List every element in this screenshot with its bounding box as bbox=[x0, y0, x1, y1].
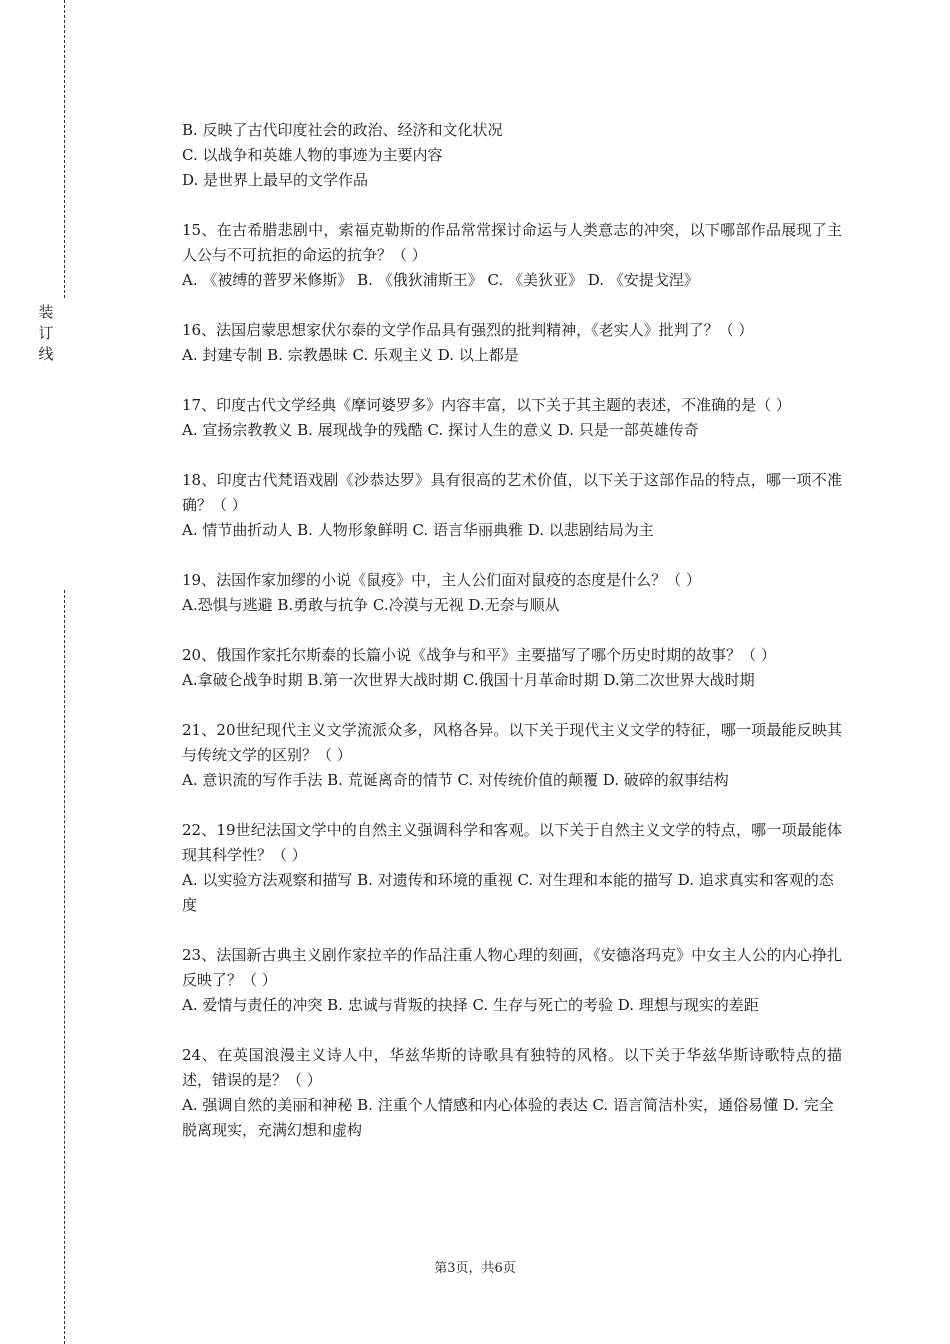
question-options: A. 强调自然的美丽和神秘 B. 注重个人情感和内心体验的表达 C. 语言简洁朴实，通俗易懂 D. 完全脱离现实，充满幻想和虚构 bbox=[182, 1096, 834, 1139]
question-stem: 23、法国新古典主义剧作家拉辛的作品注重人物心理的刻画，《安德洛玛克》中女主人公的内心挣扎反映了？（ ） bbox=[182, 946, 842, 989]
question-23 bbox=[182, 943, 842, 1018]
page-number: 第3页，共6页 bbox=[434, 1261, 516, 1276]
question-options: A. 《被缚的普罗米修斯》 B. 《俄狄浦斯王》 C. 《美狄亚》 D. 《安提戈涅》 bbox=[182, 271, 699, 289]
question-stem: 22、19世纪法国文学中的自然主义强调科学和客观。以下关于自然主义文学的特点，哪一项最能体现其科学性？（ ） bbox=[182, 821, 842, 864]
option-line: C. 以战争和英雄人物的事迹为主要内容 bbox=[182, 146, 443, 164]
question-stem: 18、印度古代梵语戏剧《沙恭达罗》具有很高的艺术价值，以下关于这部作品的特点，哪一项不准确？（ ） bbox=[182, 471, 842, 514]
question-stem: 21、20世纪现代主义文学流派众多，风格各异。以下关于现代主义文学的特征，哪一项最能反映其与传统文学的区别？（ ） bbox=[182, 721, 842, 764]
binding-char: 装 bbox=[38, 303, 54, 321]
binding-dashed-line-top bbox=[64, 0, 65, 298]
question-19 bbox=[182, 568, 842, 618]
question-22 bbox=[182, 818, 842, 918]
question-24 bbox=[182, 1043, 842, 1143]
question-options: A.拿破仑战争时期 B.第一次世界大战时期 C.俄国十月革命时期 D.第二次世界大战时期 bbox=[182, 671, 755, 689]
question-options: A. 爱情与责任的冲突 B. 忠诚与背叛的抉择 C. 生存与死亡的考验 D. 理想与现实的差距 bbox=[182, 996, 759, 1014]
binding-char: 线 bbox=[38, 345, 54, 363]
question-options: A.恐惧与逃避 B.勇敢与抗争 C.冷漠与无视 D.无奈与顺从 bbox=[182, 596, 560, 614]
question-21 bbox=[182, 718, 842, 793]
option-line: B. 反映了古代印度社会的政治、经济和文化状况 bbox=[182, 121, 503, 139]
question-stem: 24、在英国浪漫主义诗人中，华兹华斯的诗歌具有独特的风格。以下关于华兹华斯诗歌特点的描述，错误的是？（ ） bbox=[182, 1046, 842, 1089]
option-line: D. 是世界上最早的文学作品 bbox=[182, 171, 369, 189]
question-options: A. 宣扬宗教教义 B. 展现战争的残酷 C. 探讨人生的意义 D. 只是一部英雄传奇 bbox=[182, 421, 699, 439]
question-stem: 17、印度古代文学经典《摩诃婆罗多》内容丰富，以下关于其主题的表述，不准确的是（ ） bbox=[182, 396, 791, 414]
question-stem: 19、法国作家加缪的小说《鼠疫》中，主人公们面对鼠疫的态度是什么？（ ） bbox=[182, 571, 701, 589]
question-stem: 15、在古希腊悲剧中，索福克勒斯的作品常常探讨命运与人类意志的冲突，以下哪部作品展现了主人公与不可抗拒的命运的抗争？（ ） bbox=[182, 221, 842, 264]
question-options: A. 封建专制 B. 宗教愚昧 C. 乐观主义 D. 以上都是 bbox=[182, 346, 519, 364]
question-18 bbox=[182, 468, 842, 543]
question-16 bbox=[182, 318, 842, 368]
question-17 bbox=[182, 393, 842, 443]
binding-line-label bbox=[36, 302, 56, 365]
question-20 bbox=[182, 643, 842, 693]
question-stem: 20、俄国作家托尔斯泰的长篇小说《战争与和平》主要描写了哪个历史时期的故事？（ ） bbox=[182, 646, 776, 664]
question-stem: 16、法国启蒙思想家伏尔泰的文学作品具有强烈的批判精神，《老实人》批判了？（ ） bbox=[182, 321, 754, 339]
question-options: A. 情节曲折动人 B. 人物形象鲜明 C. 语言华丽典雅 D. 以悲剧结局为主 bbox=[182, 521, 654, 539]
question-15 bbox=[182, 218, 842, 293]
question-options: A. 意识流的写作手法 B. 荒诞离奇的情节 C. 对传统价值的颠覆 D. 破碎的叙事结构 bbox=[182, 771, 729, 789]
leading-options bbox=[182, 118, 842, 193]
binding-dashed-line-bottom bbox=[64, 590, 65, 1344]
question-options: A. 以实验方法观察和描写 B. 对遗传和环境的重视 C. 对生理和本能的描写 D. 追求真实和客观的态度 bbox=[182, 871, 834, 914]
binding-char: 订 bbox=[38, 324, 54, 342]
exam-content bbox=[182, 118, 842, 1143]
